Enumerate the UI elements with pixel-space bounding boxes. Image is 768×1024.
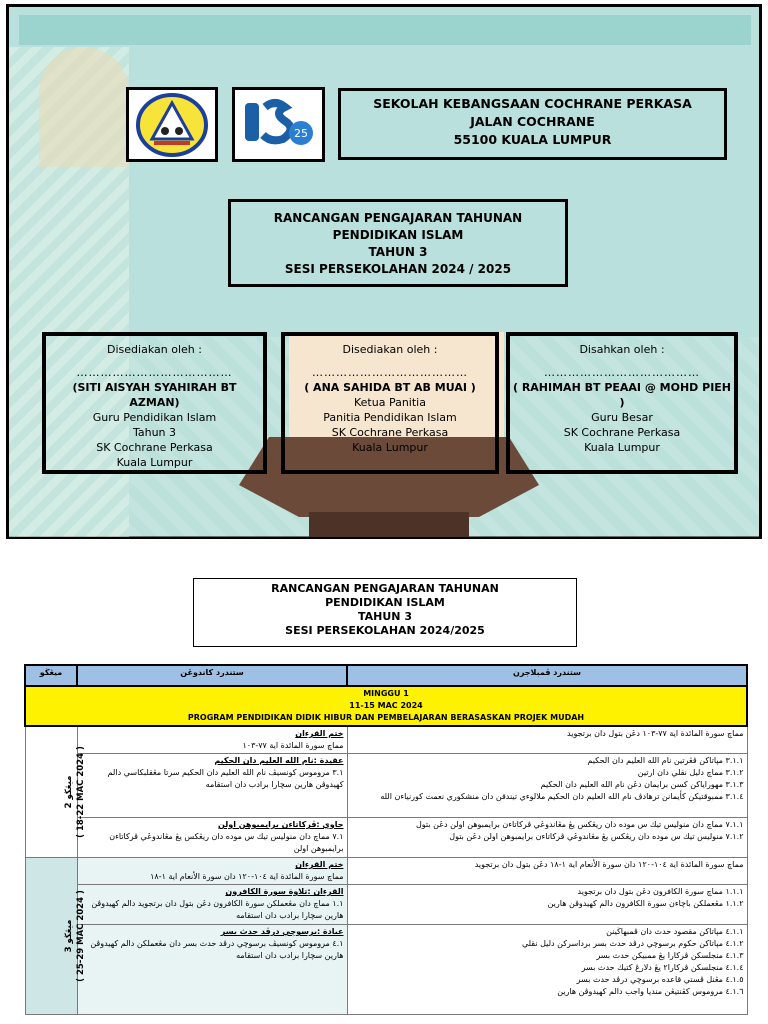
signature-block-panel-head	[281, 332, 499, 474]
cover-title-line: RANCANGAN PENGAJARAN TAHUNAN	[273, 211, 523, 225]
rehal-stand-base	[309, 512, 469, 537]
learning-cell	[347, 885, 747, 925]
content-text: ١.١ مماچ دان مڠعملكن سورة الكافرون دڠن بتول دان برتجويد دالم كهيدوڤن هارين سچارا برادب دان استقامه	[91, 899, 344, 920]
content-cell	[77, 754, 347, 818]
signatory-name: ( ANA SAHIDA BT AB MUAI )	[304, 381, 476, 394]
school-address-box	[338, 88, 727, 160]
signature-line: …………………………………	[544, 366, 700, 379]
learning-text: مماچ سورة المائدة اية ٧٧-١٠٣ دڠن بتول دان برتجويد	[567, 729, 744, 738]
rpt-table-wrapper	[24, 664, 746, 1015]
content-heading: ختم القرءان	[295, 729, 344, 738]
learning-text: ٤.١.٢ مڽاتاكن حكوم برسوچي درڤد حدث بسر برداسركن دليل نقلي	[521, 939, 744, 948]
learning-cell	[347, 818, 747, 858]
content-cell	[77, 858, 347, 885]
learning-cell	[347, 925, 747, 1015]
header-content-standard: ستندرد کاندوڠن	[77, 665, 347, 686]
signature-block-headmaster	[506, 332, 738, 474]
content-heading: عبادة :برسوچي درڤد حدث بسر	[220, 927, 344, 936]
week2-cell	[25, 726, 86, 858]
learning-text: ١.١.٢ مڠعملكن باچاءن سورة الكافرون دالم كهيدوڤن هارين	[547, 899, 744, 908]
school-crest-icon	[134, 93, 210, 157]
signature-label: Disediakan oleh :	[342, 343, 438, 356]
learning-text: ٣.١.٢ مماچ دليل نقلي دان ارتين	[637, 768, 744, 777]
week1-date: 11-15 MAC 2024	[349, 701, 423, 710]
learning-text: ٣.١.٤ ممبوقتيكن كأيمانن ترهادڤ نام الله العليم دان الحكيم ملالوءي تيندقن دان منشكوري نعمت كورنياءن الله	[380, 792, 744, 801]
decor-dome	[39, 47, 129, 167]
learning-text: ٤.١.٣ منجلسكن ڤركارا يڠ ممبيكن حدث بسر	[596, 951, 744, 960]
content-text: ٤.١ مروموس كونسيڤ برسوچي درڤد حدث بسر دان مڠعملكن دالم كهيدوڤن هارين سچارا برادب دان استقامه	[90, 939, 344, 960]
signatory-detail: Kuala Lumpur	[352, 441, 428, 454]
learning-text: ٤.١.٦ مروموس كڤنتيڠن منديا واجب دالم كهيدوڤن هارين	[557, 987, 744, 996]
cover-title-line: SESI PERSEKOLAHAN 2024 / 2025	[284, 262, 512, 276]
table-header-row	[25, 665, 747, 686]
signature-block-teacher	[42, 332, 267, 474]
ppw-logo-number: 25	[293, 126, 308, 140]
signatory-detail: Kuala Lumpur	[584, 441, 660, 454]
header-week: ميڠڬو	[25, 665, 77, 686]
content-text: ٣.١ مروموس كونسيڤ نام الله العليم دان الحكيم سرتا مڠقلبكاسي دالم كهيدوڤن هارين سچارا برادب دان استقامه	[107, 768, 344, 789]
content-heading: عقيدة :نام الله العليم دان الحكيم	[214, 756, 344, 765]
rpt-title-line: PENDIDIKAN ISLAM	[325, 596, 445, 609]
table-row	[25, 858, 747, 885]
content-text: مماچ سورة المائدة اية ٧٧-١٠٣	[242, 741, 344, 750]
content-heading: جاوي :ڤركاتاءن برايمبوهن اولن	[218, 820, 344, 829]
cover-title-line: PENDIDIKAN ISLAM	[332, 228, 464, 242]
learning-text: ٤.١.١ مڽاتاكن مقصود حدث دان ڤمبهاڬينن	[606, 927, 744, 936]
signatory-detail: Ketua Panitia	[354, 396, 426, 409]
signatory-name: (SITI AISYAH SYAHIRAH BT AZMAN)	[72, 381, 237, 409]
week1-program: PROGRAM PENDIDIKAN DIDIK HIBUR DAN PEMBELAJARAN BERASASKAN PROJEK MUDAH	[187, 713, 585, 722]
signature-line: …………………………………	[76, 366, 233, 379]
week1-label: MINGGU 1	[363, 689, 409, 698]
signatory-detail: SK Cochrane Perkasa	[331, 426, 449, 439]
signatory-detail: Tahun 3	[132, 426, 177, 439]
ppw-emblem-icon	[239, 93, 319, 157]
learning-cell	[347, 858, 747, 885]
content-cell	[77, 726, 347, 754]
rpt-title-line: SESI PERSEKOLAHAN 2024/2025	[285, 624, 485, 637]
learning-text: ٣.١.١ مڽاتاكن ڤڠرتين نام الله العليم دان الحكيم	[587, 756, 744, 765]
school-city: 55100 KUALA LUMPUR	[453, 132, 612, 147]
content-heading: القرءان :تلاوة سورة الكافرون	[225, 887, 344, 896]
school-street: JALAN COCHRANE	[470, 114, 595, 129]
learning-cell	[347, 726, 747, 754]
rpt-title-line: RANCANGAN PENGAJARAN TAHUNAN	[271, 582, 499, 595]
week2-date: ( 18-22 MAC 2024 )	[75, 746, 86, 838]
school-name: SEKOLAH KEBANGSAAN COCHRANE PERKASA	[373, 96, 692, 111]
content-cell	[77, 885, 347, 925]
learning-text: ٤.١.٤ منجلسكن ڤركارا٢ يڠ دلارڠ كتيك حدث بسر	[581, 963, 744, 972]
learning-text: ٤.١.٥ مڠنل ڤستي قاعده برسوچي درڤد حدث بسر	[576, 975, 744, 984]
school-logo	[126, 87, 218, 162]
table-row	[25, 925, 747, 1015]
signatory-detail: Kuala Lumpur	[116, 456, 193, 469]
table-row	[25, 754, 747, 818]
header-learning-standard: ستندرد ڤمبلاجرن	[347, 665, 747, 686]
week2-label: ميڠڬو 2	[63, 775, 74, 809]
signature-label: Disahkan oleh :	[579, 343, 665, 356]
table-row	[25, 726, 747, 754]
content-cell	[77, 925, 347, 1015]
learning-text: ٧.١.١ مماچ دان منوليس تيك س موده دان ريڠكس يڠ مڠاندوڠي ڤركاتاءن برايمبوهن اولن دڠن بتول	[415, 820, 744, 829]
signature-label: Disediakan oleh :	[107, 343, 202, 356]
week3-date: ( 25-29 MAC 2024 )	[75, 890, 86, 982]
rpt-title-box	[193, 578, 577, 647]
rpt-table	[24, 664, 748, 1015]
week1-banner-row	[25, 686, 747, 726]
learning-text: ٣.١.٣ مهوراياكن كسن برايمان دڠن نام الله العليم دان الحكيم	[540, 780, 744, 789]
rpt-title-line: TAHUN 3	[358, 610, 412, 623]
signatory-detail: Panitia Pendidikan Islam	[323, 411, 457, 424]
table-row	[25, 885, 747, 925]
table-row	[25, 818, 747, 858]
signatory-detail: Guru Pendidikan Islam	[92, 411, 217, 424]
content-text: مماچ سورة المائدة اية ١٠٤-١٢٠ دان سورة الأنعام اية ١-١٨	[150, 872, 344, 881]
week3-cell	[25, 858, 86, 1015]
signatory-detail: SK Cochrane Perkasa	[563, 426, 681, 439]
content-cell	[77, 818, 347, 858]
signatory-detail: Guru Besar	[591, 411, 653, 424]
decor-band	[19, 15, 751, 45]
week3-label: ميڠڬو 3	[63, 919, 74, 953]
learning-text: ١.١.١ مماچ سورة الكافرون دڠن بتول دان برتجويد	[577, 887, 744, 896]
content-text: ٧.١ مماچ دان منوليس تيك س موده دان ريڠكس يڠ مڠاندوڠي ڤركاتاءن برايمبوهن اولن	[109, 832, 344, 853]
signatory-name: ( RAHIMAH BT PEAAI @ MOHD PIEH )	[512, 381, 732, 409]
ppw-logo	[232, 87, 325, 162]
content-heading: ختم القرءان	[295, 860, 344, 869]
cover-page	[6, 4, 762, 539]
signatory-detail: SK Cochrane Perkasa	[96, 441, 213, 454]
cover-title-line: TAHUN 3	[368, 245, 428, 259]
learning-text: ٧.١.٢ منوليس تيك س موده دان ريڠكس يڠ مڠاندوڠي ڤركاتاءن برايمبوهن اولن دڠن بتول	[449, 832, 744, 841]
cover-title-box	[228, 199, 568, 287]
learning-cell	[347, 754, 747, 818]
signature-line: …………………………………	[312, 366, 468, 379]
learning-text: مماچ سورة المائدة اية ١٠٤-١٢٠ دان سورة الأنعام اية ١-١٨ دڠن بتول دان برتجويد	[474, 860, 744, 869]
